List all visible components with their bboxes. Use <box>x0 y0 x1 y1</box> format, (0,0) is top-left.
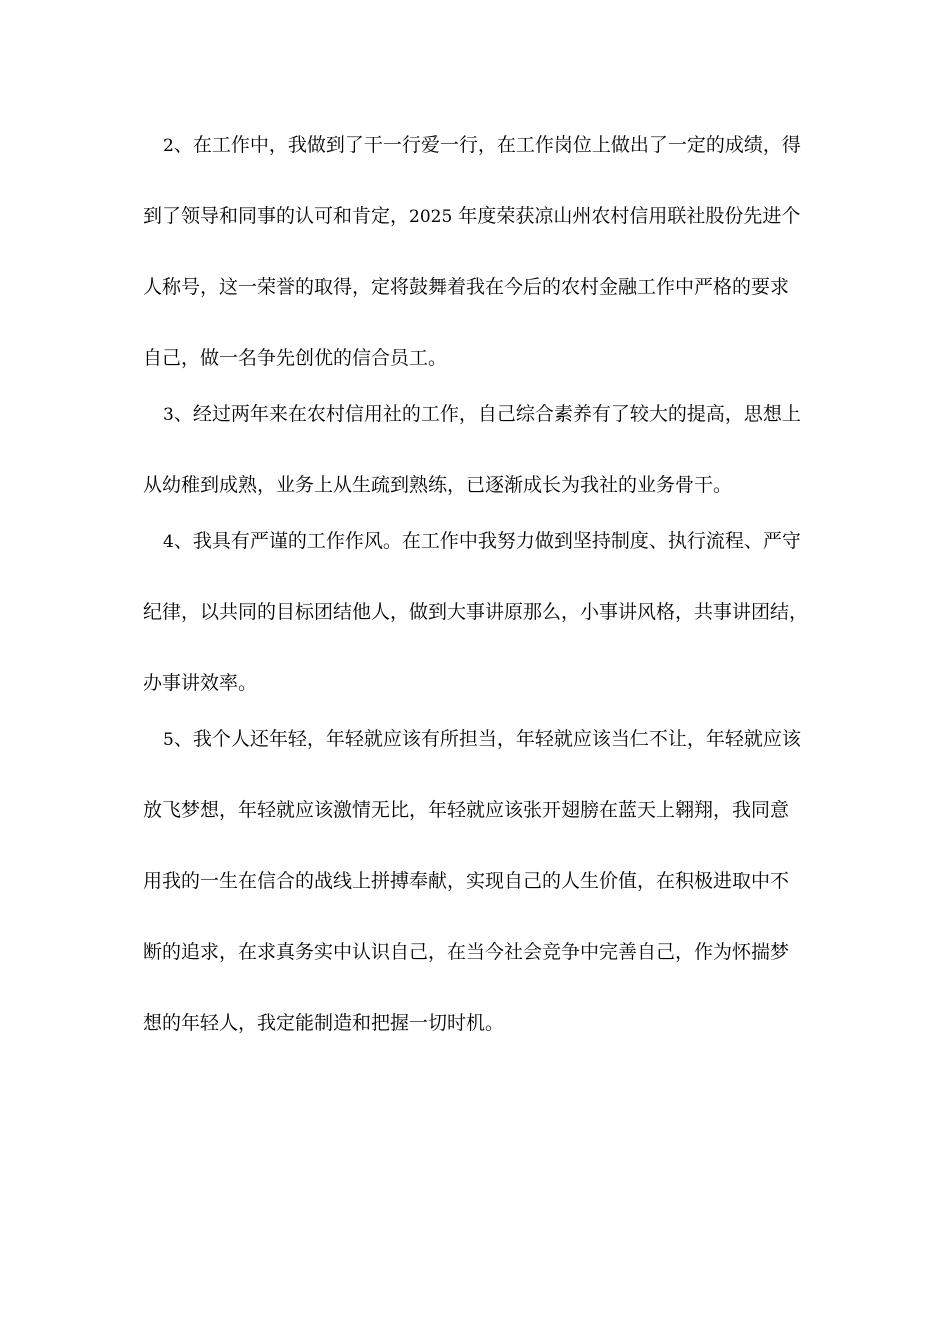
line-text: 、在工作中，我做到了干一行爱一行，在工作岗位上做出了一定的成绩，得 <box>173 134 801 156</box>
paragraph-line <box>143 197 807 235</box>
paragraph-line <box>143 1004 807 1042</box>
paragraph-5 <box>143 720 807 1042</box>
list-number: 4 <box>163 532 174 552</box>
paragraph-line <box>143 862 807 900</box>
line-text: 从幼稚到成熟，业务上从生疏到熟练，已逐渐成长为我社的业务骨干。 <box>143 474 733 496</box>
list-number: 3 <box>163 405 174 425</box>
line-text: 、我具有严谨的工作作风。在工作中我努力做到坚持制度、执行流程、严守 <box>173 530 801 552</box>
year-number: 2025 <box>409 207 453 227</box>
paragraph-line <box>143 268 807 306</box>
paragraph-line <box>143 664 807 702</box>
paragraph-3 <box>143 395 807 504</box>
paragraph-line <box>143 593 807 631</box>
list-number: 5 <box>163 730 174 750</box>
paragraph-2 <box>143 126 807 377</box>
list-number: 2 <box>163 136 174 156</box>
line-text: 人称号，这一荣誉的取得，定将鼓舞着我在今后的农村金融工作中严格的要求 <box>143 276 790 298</box>
paragraph-line <box>143 339 807 377</box>
line-text: 放飞梦想，年轻就应该激情无比，年轻就应该张开翅膀在蓝天上翱翔，我同意 <box>143 799 790 821</box>
paragraph-4 <box>143 522 807 702</box>
document-body <box>143 126 807 1042</box>
paragraph-line <box>143 395 807 433</box>
paragraph-line <box>143 720 807 758</box>
line-text: 、经过两年来在农村信用社的工作，自己综合素养有了较大的提高，思想上 <box>173 403 801 425</box>
paragraph-line <box>143 791 807 829</box>
line-text: 想的年轻人，我定能制造和把握一切时机。 <box>143 1012 505 1034</box>
paragraph-line <box>143 933 807 971</box>
line-text: 纪律，以共同的目标团结他人，做到大事讲原那么，小事讲风格，共事讲团结， <box>143 601 809 623</box>
line-text: 自己，做一名争先创优的信合员工。 <box>143 347 448 369</box>
line-text: 办事讲效率。 <box>143 672 258 694</box>
line-text: 、我个人还年轻，年轻就应该有所担当，年轻就应该当仁不让，年轻就应该 <box>173 728 801 750</box>
paragraph-line <box>143 466 807 504</box>
line-text: 年度荣获凉山州农村信用联社股份先进个 <box>452 205 801 227</box>
line-text: 断的追求，在求真务实中认识自己，在当今社会竞争中完善自己，作为怀揣梦 <box>143 941 790 963</box>
paragraph-line <box>143 522 807 560</box>
line-text: 用我的一生在信合的战线上拼搏奉献，实现自己的人生价值，在积极进取中不 <box>143 870 790 892</box>
line-text: 到了领导和同事的认可和肯定， <box>143 205 410 227</box>
paragraph-line <box>143 126 807 164</box>
